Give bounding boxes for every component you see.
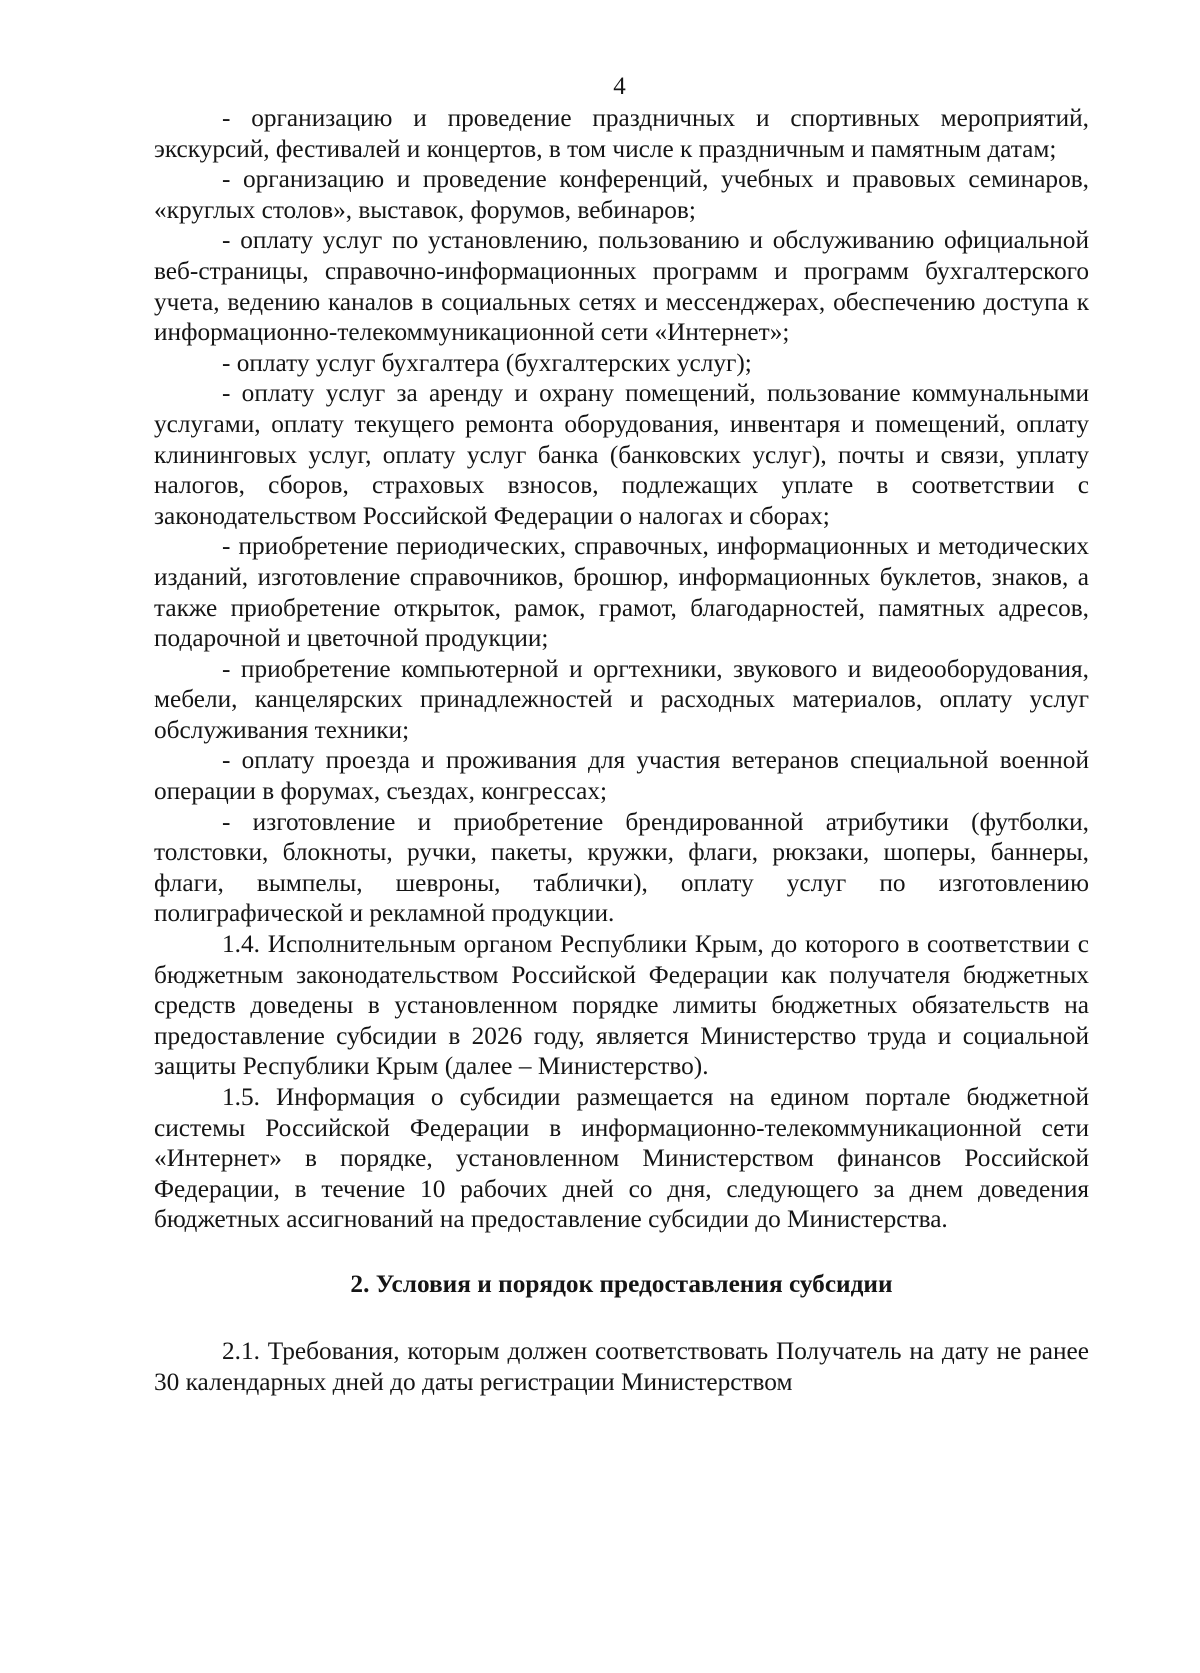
paragraph-rent-utilities: - оплату услуг за аренду и охрану помещений, пользование коммунальными услугами, оплату текущего ремонта оборудования, инвентаря и помещений, оплату клининговых услуг, оплату услуг банка (банковских услуг), почты и связи, уплату налогов, сборов, страховых взносов, подлежащих уплате в соответствии с законодательством Российской Федерации о налогах и сборах; [154, 379, 1089, 530]
paragraph-veterans-travel: - оплату проезда и проживания для участия ветеранов специальной военной операции в форумах, съездах, конгрессах; [154, 746, 1089, 806]
paragraph-2-1: 2.1. Требования, которым должен соответствовать Получатель на дату не ранее 30 календарных дней до даты регистрации Министерством [154, 1336, 1089, 1396]
paragraph-equipment: - приобретение компьютерной и оргтехники, звукового и видеооборудования, мебели, канцелярских принадлежностей и расходных материалов, оплату услуг обслуживания техники; [154, 654, 1089, 744]
section-heading: 2. Условия и порядок предоставления субсидии [350, 1269, 893, 1298]
paragraph-web-services: - оплату услуг по установлению, пользованию и обслуживанию официальной веб-страницы, справочно-информационных программ и программ бухгалтерского учета, ведению каналов в социальных сетях и мессенджерах, обеспечению доступа к информационно-телекоммуникационной сети «Интернет»; [154, 226, 1089, 347]
page-number: 4 [613, 73, 626, 100]
paragraph-accountant: - оплату услуг бухгалтера (бухгалтерских услуг); [222, 348, 752, 377]
paragraph-conferences: - организацию и проведение конференций, учебных и правовых семинаров, «круглых столов», выставок, форумов, вебинаров; [154, 165, 1089, 224]
paragraph-1-4: 1.4. Исполнительным органом Республики Крым, до которого в соответствии с бюджетным законодательством Российской Федерации как получателя бюджетных средств доведены в установленном порядке лимиты бюджетных обязательств на предоставление субсидии в 2026 году, является Министерство труда и социальной защиты Республики Крым (далее – Министерство). [154, 930, 1089, 1081]
document-body [154, 103, 1089, 1397]
paragraph-branded-merch: - изготовление и приобретение брендированной атрибутики (футболки, толстовки, блокноты, ручки, пакеты, кружки, флаги, рюкзаки, шоперы, баннеры, флаги, вымпелы, шевроны, таблички), оплату услуг по изготовлению полиграфической и рекламной продукции. [154, 807, 1089, 928]
paragraph-holiday-events: - организацию и проведение праздничных и спортивных мероприятий, экскурсий, фестивалей и концертов, в том числе к праздничным и памятным датам; [154, 104, 1089, 163]
paragraph-publications: - приобретение периодических, справочных, информационных и методических изданий, изготовление справочников, брошюр, информационных буклетов, знаков, а также приобретение открыток, рамок, грамот, благодарностей, памятных адресов, подарочной и цветочной продукции; [154, 532, 1089, 653]
paragraph-1-5: 1.5. Информация о субсидии размещается на едином портале бюджетной системы Российской Федерации в информационно-телекоммуникационной сети «Интернет» в порядке, установленном Министерством финансов Российской Федерации, в течение 10 рабочих дней со дня, следующего за днем доведения бюджетных ассигнований на предоставление субсидии до Министерства. [154, 1083, 1089, 1234]
